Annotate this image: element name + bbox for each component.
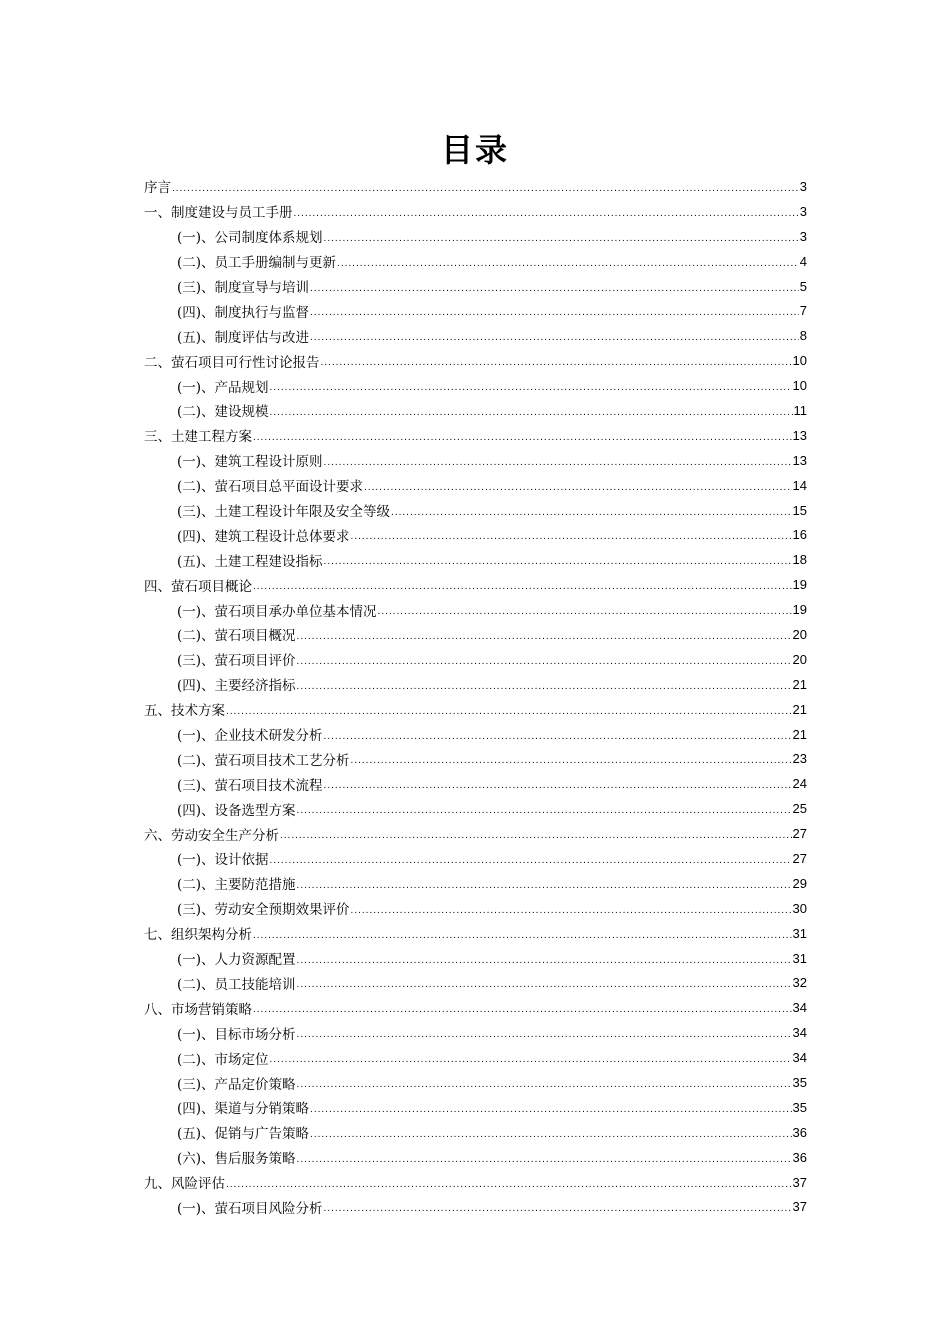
toc-subsection-entry[interactable] [144, 597, 807, 622]
toc-entry-label: (三)、萤石项目技术流程 [177, 777, 323, 794]
dot-leader [310, 283, 799, 294]
dot-leader [351, 905, 792, 916]
dot-leader [297, 880, 792, 891]
toc-subsection-entry[interactable] [144, 946, 807, 971]
toc-entry-page-number: 3 [799, 203, 807, 219]
dot-leader [351, 755, 792, 766]
dot-leader [280, 830, 792, 841]
toc-subsection-entry[interactable] [144, 298, 807, 323]
toc-subsection-entry[interactable] [144, 498, 807, 523]
toc-entry-label: (二)、员工技能培训 [177, 976, 296, 993]
dot-leader [310, 307, 799, 318]
toc-subsection-entry[interactable] [144, 522, 807, 547]
toc-entry-label: (二)、建设规模 [177, 404, 269, 421]
toc-subsection-entry[interactable] [144, 896, 807, 921]
dot-leader [378, 606, 792, 617]
toc-subsection-entry[interactable] [144, 647, 807, 672]
dot-leader [297, 681, 792, 692]
toc-entry-label: 八、市场营销策略 [144, 1001, 252, 1018]
toc-entry-page-number: 13 [792, 427, 807, 443]
dot-leader [324, 556, 792, 567]
toc-section-entry[interactable] [144, 1170, 807, 1195]
toc-entry-label: 九、风险评估 [144, 1176, 225, 1193]
toc-entry-page-number: 35 [792, 1099, 807, 1115]
toc-entry-page-number: 24 [792, 776, 807, 792]
toc-entry-page-number: 7 [799, 303, 807, 319]
toc-subsection-entry[interactable] [144, 771, 807, 796]
toc-entry-label: 六、劳动安全生产分析 [144, 827, 279, 844]
toc-entry-page-number: 34 [792, 1000, 807, 1016]
toc-entry-label: (一)、萤石项目风险分析 [177, 1200, 323, 1217]
toc-entry-label: (四)、设备选型方案 [177, 802, 296, 819]
toc-entry-page-number: 4 [799, 253, 807, 269]
toc-entry-label: (五)、土建工程建设指标 [177, 553, 323, 570]
toc-entry-label: (五)、制度评估与改进 [177, 329, 310, 346]
toc-entry-page-number: 13 [792, 452, 807, 468]
dot-leader [270, 1054, 792, 1065]
dot-leader [294, 208, 799, 219]
toc-entry-label: (三)、产品定价策略 [177, 1076, 296, 1093]
toc-entry-page-number: 35 [792, 1075, 807, 1090]
toc-entry-label: (四)、制度执行与监督 [177, 304, 310, 321]
toc-entry-label: (一)、目标市场分析 [177, 1026, 296, 1043]
toc-entry-page-number: 25 [792, 801, 807, 817]
dot-leader [297, 1029, 792, 1040]
toc-subsection-entry[interactable] [144, 796, 807, 821]
toc-section-entry[interactable] [144, 199, 807, 224]
toc-entry-page-number: 3 [799, 228, 807, 244]
toc-entry-page-number: 27 [792, 850, 807, 866]
toc-subsection-entry[interactable] [144, 1070, 807, 1095]
toc-entry-page-number: 21 [792, 701, 807, 717]
toc-entry-label: (二)、萤石项目技术工艺分析 [177, 752, 350, 769]
toc-section-entry[interactable] [144, 174, 807, 199]
toc-subsection-entry[interactable] [144, 274, 807, 299]
toc-entry-page-number: 15 [792, 502, 807, 518]
toc-entry-page-number: 20 [792, 626, 807, 642]
toc-subsection-entry[interactable] [144, 622, 807, 647]
toc-entry-label: 四、萤石项目概论 [144, 578, 252, 595]
toc-entry-label: (三)、制度宣导与培训 [177, 280, 310, 296]
dot-leader [253, 581, 792, 592]
toc-entry-label: (二)、萤石项目总平面设计要求 [177, 479, 364, 496]
toc-entry-page-number: 30 [792, 900, 807, 916]
toc-entry-page-number: 31 [792, 925, 807, 941]
toc-entry-label: (二)、员工手册编制与更新 [177, 255, 337, 272]
toc-entry-label: (一)、人力资源配置 [177, 952, 296, 969]
toc-subsection-entry[interactable] [144, 672, 807, 697]
toc-subsection-entry[interactable] [144, 1145, 807, 1170]
toc-subsection-entry[interactable] [144, 846, 807, 871]
dot-leader [337, 258, 799, 269]
dot-leader [324, 233, 799, 244]
toc-subsection-entry[interactable] [144, 398, 807, 423]
dot-leader [310, 1129, 791, 1140]
toc-entry-label: 七、组织架构分析 [144, 927, 252, 944]
dot-leader [172, 183, 799, 194]
toc-subsection-entry[interactable] [144, 971, 807, 996]
toc-entry-page-number: 11 [793, 402, 807, 418]
dot-leader [324, 731, 792, 742]
toc-entry-page-number: 36 [792, 1124, 807, 1140]
dot-leader [270, 407, 793, 418]
dot-leader [324, 457, 792, 468]
toc-entry-page-number: 10 [792, 378, 807, 394]
dot-leader [226, 706, 792, 717]
toc-entry-label: (五)、促销与广告策略 [177, 1126, 310, 1143]
toc-entry-page-number: 20 [792, 651, 807, 667]
toc-subsection-entry[interactable] [144, 1020, 807, 1045]
toc-entry-page-number: 14 [792, 477, 807, 493]
toc-entry-page-number: 8 [799, 328, 807, 344]
dot-leader [297, 656, 792, 667]
dot-leader [253, 432, 792, 443]
toc-entry-page-number: 31 [792, 950, 807, 966]
toc-entry-label: (三)、劳动安全预期效果评价 [177, 902, 350, 919]
toc-entry-label: (六)、售后服务策略 [177, 1151, 296, 1168]
toc-entry-label: (四)、渠道与分销策略 [177, 1101, 310, 1118]
toc-section-entry[interactable] [144, 697, 807, 722]
dot-leader [226, 1179, 792, 1190]
dot-leader [321, 357, 792, 368]
toc-entry-page-number: 21 [792, 676, 807, 692]
toc-entry-page-number: 34 [792, 1050, 807, 1066]
toc-entry-page-number: 34 [792, 1025, 807, 1041]
toc-entry-label: (一)、设计依据 [177, 852, 269, 869]
toc-subsection-entry[interactable] [144, 448, 807, 473]
toc-entry-page-number: 3 [799, 178, 807, 194]
toc-entry-page-number: 37 [792, 1199, 807, 1215]
toc-entry-page-number: 18 [792, 552, 807, 568]
toc-subsection-entry[interactable] [144, 224, 807, 249]
page-title: 目录 [440, 131, 509, 169]
toc-section-entry[interactable] [144, 821, 807, 846]
dot-leader [297, 1154, 792, 1165]
dot-leader [391, 507, 791, 518]
dot-leader [253, 930, 792, 941]
toc-entry-label: (一)、建筑工程设计原则 [177, 454, 323, 471]
toc-subsection-entry[interactable] [144, 1095, 807, 1120]
dot-leader [351, 531, 792, 542]
toc-section-entry[interactable] [144, 921, 807, 946]
toc-section-entry[interactable] [144, 995, 807, 1020]
toc-entry-label: (一)、企业技术研发分析 [177, 728, 323, 745]
dot-leader [297, 1079, 792, 1090]
dot-leader [270, 855, 792, 866]
toc-subsection-entry[interactable] [144, 373, 807, 398]
toc-entry-page-number: 21 [792, 726, 807, 742]
toc-entry-page-number: 5 [799, 278, 807, 294]
toc-subsection-entry[interactable] [144, 473, 807, 498]
toc-entry-label: (二)、萤石项目概况 [177, 628, 296, 645]
toc-entry-page-number: 32 [792, 975, 807, 991]
toc-subsection-entry[interactable] [144, 547, 807, 572]
toc-entry-label: (三)、萤石项目评价 [177, 653, 296, 670]
toc-entry-label: 二、萤石项目可行性讨论报告 [144, 354, 320, 371]
toc-entry-label: (四)、建筑工程设计总体要求 [177, 528, 350, 545]
toc-entry-label: (三)、土建工程设计年限及安全等级 [177, 504, 391, 521]
toc-entry-page-number: 29 [792, 875, 807, 891]
toc-entry-label: (一)、萤石项目承办单位基本情况 [177, 603, 377, 620]
dot-leader [364, 482, 791, 493]
dot-leader [270, 382, 792, 393]
dot-leader [297, 955, 792, 966]
toc-entry-label: 序言 [144, 180, 171, 197]
dot-leader [310, 332, 799, 343]
toc-entry-label: (一)、产品规划 [177, 379, 269, 396]
toc-entry-label: (一)、公司制度体系规划 [177, 230, 323, 247]
toc-subsection-entry[interactable] [144, 1045, 807, 1070]
table-of-contents [144, 174, 807, 1219]
toc-subsection-entry[interactable] [144, 746, 807, 771]
dot-leader [297, 631, 792, 642]
toc-entry-page-number: 36 [792, 1149, 807, 1165]
toc-subsection-entry[interactable] [144, 871, 807, 896]
dot-leader [253, 1004, 792, 1015]
toc-section-entry[interactable] [144, 572, 807, 597]
toc-entry-label: 一、制度建设与员工手册 [144, 205, 293, 222]
toc-subsection-entry[interactable] [144, 722, 807, 747]
toc-section-entry[interactable] [144, 348, 807, 373]
toc-subsection-entry[interactable] [144, 1195, 807, 1220]
toc-entry-page-number: 19 [792, 602, 807, 618]
toc-subsection-entry[interactable] [144, 323, 807, 348]
dot-leader [324, 780, 792, 791]
toc-entry-label: (二)、市场定位 [177, 1051, 269, 1068]
toc-entry-page-number: 23 [792, 751, 807, 767]
toc-entry-page-number: 27 [792, 826, 807, 842]
toc-entry-page-number: 16 [792, 527, 807, 543]
toc-entry-label: 五、技术方案 [144, 703, 225, 720]
dot-leader [297, 805, 792, 816]
toc-entry-page-number: 19 [792, 577, 807, 593]
toc-section-entry[interactable] [144, 423, 807, 448]
toc-entry-page-number: 10 [792, 353, 807, 369]
dot-leader [310, 1104, 791, 1115]
toc-entry-page-number: 37 [792, 1174, 807, 1190]
dot-leader [324, 1203, 792, 1214]
toc-entry-label: 三、土建工程方案 [144, 429, 252, 446]
toc-subsection-entry[interactable] [144, 1120, 807, 1145]
toc-subsection-entry[interactable] [144, 249, 807, 274]
toc-entry-label: (二)、主要防范措施 [177, 877, 296, 894]
toc-entry-label: (四)、主要经济指标 [177, 678, 296, 695]
dot-leader [297, 979, 792, 990]
